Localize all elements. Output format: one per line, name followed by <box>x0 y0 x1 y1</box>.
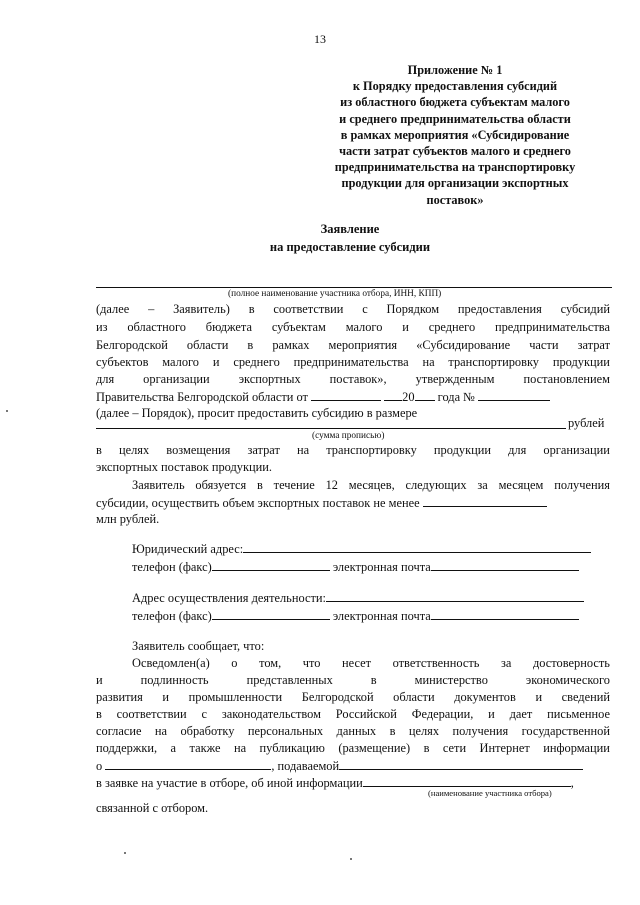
participant-name-caption: (наименование участника отбора) <box>428 788 552 798</box>
word: соответствии <box>116 707 187 721</box>
word: области <box>186 338 229 352</box>
word: на <box>233 741 247 755</box>
para4-line-7: о , подаваемой <box>96 758 583 774</box>
title-line-2: на предоставление субсидии <box>269 240 431 254</box>
word: организации <box>143 372 210 386</box>
word: том, <box>259 656 282 670</box>
word: и <box>162 690 170 704</box>
annex-line: и среднего предпринимательства области <box>339 111 571 126</box>
word: за <box>501 656 512 670</box>
participant-name-line <box>96 287 612 288</box>
word: целях <box>408 724 440 738</box>
word: Российской <box>335 707 397 721</box>
word: затрат <box>577 338 610 352</box>
amount-caption: (сумма прописью) <box>312 431 385 441</box>
word: промышленности <box>188 690 283 704</box>
para4-line-8: в заявке на участие в отборе, об иной информации , <box>96 776 574 790</box>
para4-line-0: Заявитель сообщает, что: <box>132 639 265 653</box>
word: дает <box>509 707 533 721</box>
word: министерство <box>414 673 488 687</box>
decree-number-blank <box>478 389 550 401</box>
word: публикацию <box>259 741 325 755</box>
word: постановлением <box>523 372 610 386</box>
word: с <box>201 707 207 721</box>
word: целях <box>118 443 150 457</box>
word: организации <box>543 443 610 457</box>
word: утвержденным <box>415 372 495 386</box>
word: бюджета <box>205 320 252 334</box>
word: представленных <box>246 673 333 687</box>
word: государственной <box>521 724 610 738</box>
legal-address-blank <box>243 541 591 553</box>
word: предоставления <box>457 302 542 316</box>
annex-line: в рамках мероприятия «Субсидирование <box>340 127 570 142</box>
document-title <box>0 220 640 256</box>
word: продукции <box>433 443 491 457</box>
word: в <box>370 673 377 687</box>
annex-line: части затрат субъектов малого и среднего <box>339 144 571 159</box>
annex-line: предпринимательства на транспортировку <box>334 160 576 175</box>
word: и <box>96 673 103 687</box>
activity-address-blank <box>326 590 584 602</box>
word: на <box>422 355 435 369</box>
para4-line-1 <box>132 656 610 671</box>
word: (размещение) <box>338 741 411 755</box>
word: из <box>96 320 108 334</box>
word: субсидий <box>560 302 610 316</box>
word: для <box>508 443 527 457</box>
word: Осведомлен(а) <box>132 656 210 670</box>
scan-mark <box>6 410 8 412</box>
annex-header <box>300 62 610 208</box>
year-suffix-blank <box>415 389 435 401</box>
word: и <box>212 355 220 369</box>
word: Белгородской <box>96 338 168 352</box>
date-blank <box>311 389 381 401</box>
word: также <box>189 741 221 755</box>
para2-line-1 <box>96 443 610 458</box>
word: в <box>248 302 255 316</box>
para1-line-3 <box>96 338 610 353</box>
word: Интернет <box>479 741 530 755</box>
para3-line-2: субсидии, осуществить объем экспортных поставок не менее <box>96 495 547 511</box>
word: на <box>154 724 168 738</box>
other-info-blank <box>363 775 571 787</box>
word: 12 <box>325 478 338 492</box>
word: Заявитель) <box>173 302 230 316</box>
word: следующих <box>405 478 467 492</box>
word: в <box>247 338 254 352</box>
word: субъектов <box>96 355 149 369</box>
word: экспортных <box>238 372 301 386</box>
para2-line-2: экспортных поставок продукции. <box>96 460 273 474</box>
participant-caption: (полное наименование участника отбора, ИНН, КПП) <box>228 289 442 299</box>
annex-line: поставок» <box>426 192 484 207</box>
word: областного <box>127 320 186 334</box>
annex-line: продукции для организации экспортных <box>341 176 569 191</box>
word: соответствии <box>273 302 344 316</box>
word: месяцев, <box>348 478 395 492</box>
title-line-1: Заявление <box>320 222 380 236</box>
word: поддержки, <box>96 741 158 755</box>
word: несет <box>342 656 372 670</box>
word: области <box>393 690 435 704</box>
word: законодательством <box>221 707 321 721</box>
word: и <box>402 320 409 334</box>
word: Заявитель <box>132 478 185 492</box>
export-volume-blank <box>423 495 547 507</box>
word: и <box>535 690 543 704</box>
para4-line-2 <box>96 673 610 688</box>
word: на <box>296 443 310 457</box>
word: Белгородской <box>301 690 374 704</box>
word: письменное <box>547 707 610 721</box>
word: в <box>96 707 102 721</box>
word: для <box>96 372 115 386</box>
word: части <box>529 338 559 352</box>
para3-line-3: млн рублей. <box>96 512 160 526</box>
para4-line-4 <box>96 707 610 722</box>
word: «Субсидирование <box>416 338 511 352</box>
word: развития <box>96 690 143 704</box>
para1-line-2 <box>96 320 610 335</box>
word: за <box>477 478 488 492</box>
word: достоверность <box>532 656 610 670</box>
word: в <box>423 741 430 755</box>
word: Порядком <box>386 302 440 316</box>
word: что <box>302 656 321 670</box>
email-blank <box>431 559 579 571</box>
amount-line <box>96 428 566 429</box>
para4-line-5 <box>96 724 610 739</box>
word: в <box>257 478 263 492</box>
word: подлинность <box>140 673 209 687</box>
word: в <box>96 443 102 457</box>
word: ответственность <box>392 656 480 670</box>
info-subject-tail-blank <box>339 758 583 770</box>
phone-blank <box>212 559 330 571</box>
word: среднего <box>233 355 280 369</box>
annex-line: Приложение № 1 <box>407 63 503 77</box>
word: документов <box>454 690 516 704</box>
para3-line-1 <box>132 478 610 493</box>
annex-line: из областного бюджета субъектам малого <box>340 95 570 110</box>
word: предпринимательства <box>293 355 409 369</box>
word: транспортировку <box>448 355 539 369</box>
word: сети <box>442 741 467 755</box>
word: затрат <box>247 443 280 457</box>
info-subject-blank <box>105 758 271 770</box>
email-blank <box>431 608 579 620</box>
page-number: 13 <box>314 32 326 46</box>
word: о <box>231 656 238 670</box>
word: – <box>148 302 155 316</box>
word: экономического <box>525 673 610 687</box>
word: персональных <box>247 724 324 738</box>
word: сведений <box>561 690 610 704</box>
word: предпринимательства <box>494 320 610 334</box>
word: субъектам <box>271 320 326 334</box>
word: продукции <box>552 355 610 369</box>
word: транспортировку <box>326 443 417 457</box>
word: согласие <box>96 724 142 738</box>
word: поставок», <box>329 372 387 386</box>
para4-line-3 <box>96 690 610 705</box>
word: малого <box>345 320 383 334</box>
year-blank <box>384 389 402 401</box>
word: а <box>170 741 177 755</box>
para1-line-5 <box>96 372 610 387</box>
scan-mark <box>124 852 126 854</box>
para4-line-9: связанной с отбором. <box>96 801 209 815</box>
word: информации <box>543 741 610 755</box>
para1-line-4 <box>96 355 610 370</box>
annex-line: к Порядку предоставления субсидий <box>352 79 558 94</box>
word: обязуется <box>195 478 247 492</box>
word: с <box>362 302 368 316</box>
legal-address-row: Юридический адрес: <box>132 541 591 557</box>
para1-line-1 <box>96 302 610 317</box>
para1-line-7: (далее – Порядок), просит предоставить субсидию в размере <box>96 406 418 420</box>
scan-mark <box>350 858 352 860</box>
legal-contacts-row: телефон (факс) электронная почта <box>132 559 579 575</box>
para4-line-6 <box>96 741 610 756</box>
phone-blank <box>212 608 330 620</box>
word: в <box>389 724 396 738</box>
word: данных <box>336 724 377 738</box>
para1-line-6: Правительства Белгородской области от 20 года № <box>96 389 550 405</box>
currency-label: рублей <box>568 416 605 430</box>
word: получения <box>554 478 610 492</box>
word: получения <box>452 724 509 738</box>
activity-address-row: Адрес осуществления деятельности: <box>132 590 584 606</box>
activity-contacts-row: телефон (факс) электронная почта <box>132 608 579 624</box>
word: Федерации, <box>411 707 474 721</box>
word: возмещения <box>166 443 231 457</box>
word: (далее <box>96 302 130 316</box>
word: рамках <box>272 338 310 352</box>
word: течение <box>273 478 315 492</box>
word: месяцем <box>498 478 544 492</box>
word: мероприятия <box>328 338 398 352</box>
word: и <box>488 707 495 721</box>
word: малого <box>162 355 199 369</box>
word: среднего <box>428 320 476 334</box>
word: обработку <box>180 724 235 738</box>
